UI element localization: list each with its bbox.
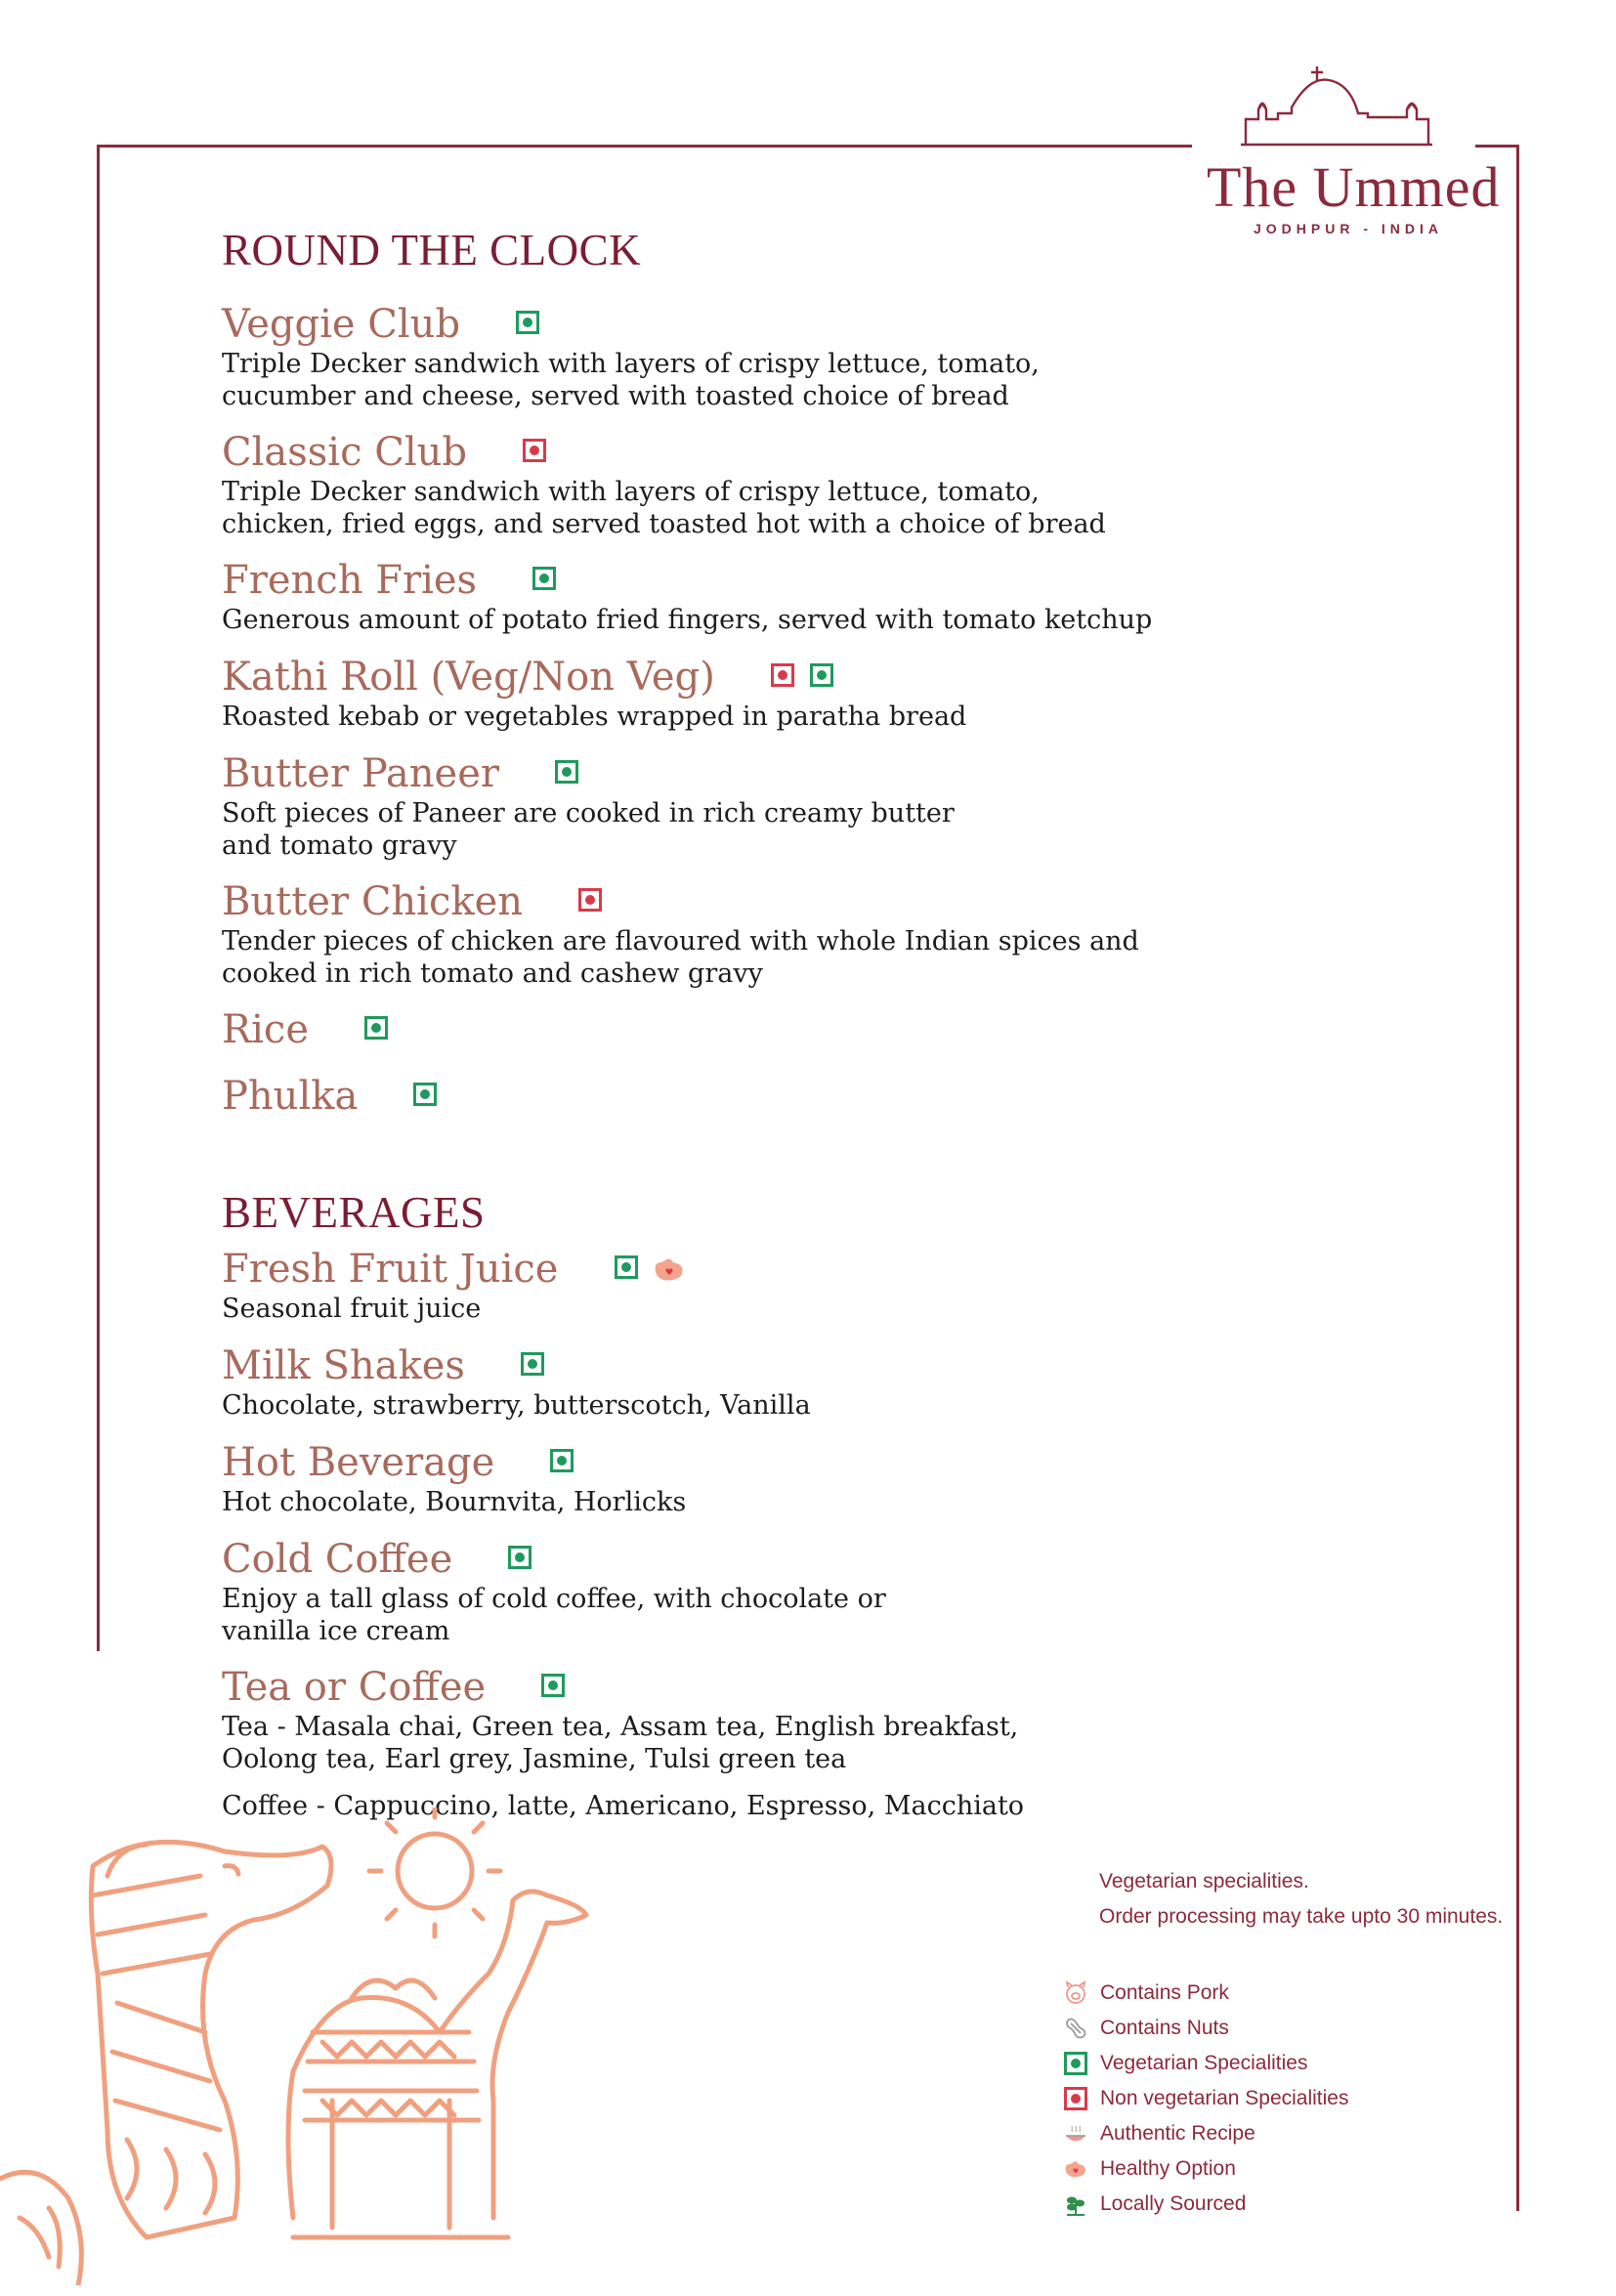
veg-marker-icon [1064, 2052, 1087, 2075]
pork-icon [1063, 1980, 1088, 2006]
nuts-icon [1063, 2016, 1088, 2041]
healthy-option-icon [652, 1254, 687, 1284]
item-name: Fresh Fruit Juice [222, 1247, 559, 1292]
menu-item-kathi-roll [222, 656, 1218, 733]
menu-item-milk-shakes [222, 1344, 1218, 1422]
item-name: Rice [222, 1007, 309, 1052]
item-description: Seasonal fruit juice [222, 1294, 482, 1324]
legend-row-healthy [1063, 2151, 1385, 2187]
item-description: Hot chocolate, Bournvita, Horlicks [222, 1487, 687, 1517]
menu-item-cold-coffee [222, 1538, 1218, 1647]
camel-illustration-icon [0, 1807, 606, 2285]
menu-item-tea-or-coffee [222, 1666, 1218, 1822]
item-name: French Fries [222, 558, 478, 603]
veg-marker-icon [550, 1449, 574, 1472]
veg-marker-icon [508, 1546, 532, 1569]
item-name: Veggie Club [222, 302, 461, 347]
legend-row-veg [1063, 2046, 1385, 2081]
item-description: Tender pieces of chicken are flavoured with whole Indian spices and cooked in rich tomato and cashew gravy [222, 926, 1139, 989]
item-name: Hot Beverage [222, 1440, 495, 1485]
nonveg-marker-icon [771, 663, 794, 687]
item-description: Tea - Masala chai, Green tea, Assam tea, English breakfast, Oolong tea, Earl grey, Jasmine, Tulsi green tea [222, 1712, 1019, 1774]
veg-marker-icon [615, 1255, 638, 1279]
veg-marker-icon [364, 1016, 388, 1040]
item-description: Soft pieces of Paneer are cooked in rich creamy butter and tomato gravy [222, 798, 955, 861]
item-name: Phulka [222, 1074, 359, 1119]
section-title-round-the-clock: ROUND THE CLOCK [222, 226, 642, 275]
item-name: Milk Shakes [222, 1343, 465, 1388]
veg-marker-icon [521, 1352, 544, 1376]
menu-item-rice [222, 1008, 1218, 1051]
item-name: Cold Coffee [222, 1537, 453, 1582]
legend [1063, 1976, 1385, 2222]
legend-row-authentic [1063, 2116, 1385, 2151]
item-description: Enjoy a tall glass of cold coffee, with chocolate or vanilla ice cream [222, 1584, 886, 1646]
brand-title: The Ummed [1207, 155, 1501, 219]
item-description-extra: Coffee - Cappuccino, latte, Americano, Espresso, Macchiato [222, 1791, 1025, 1821]
legend-label: Contains Nuts [1100, 2017, 1229, 2039]
menu-item-butter-chicken [222, 880, 1218, 990]
item-description: Triple Decker sandwich with layers of crispy lettuce, tomato, cucumber and cheese, served with toasted choice of bread [222, 349, 1040, 411]
legend-row-local [1063, 2187, 1385, 2222]
legend-label: Healthy Option [1100, 2157, 1236, 2180]
menu-item-veggie-club [222, 303, 1218, 412]
veg-marker-icon [413, 1083, 437, 1106]
item-description: Triple Decker sandwich with layers of crispy lettuce, tomato, chicken, fried eggs, and served toasted hot with a choice of bread [222, 477, 1106, 539]
item-description: Generous amount of potato fried fingers, served with tomato ketchup [222, 605, 1153, 635]
note-vegetarian: Vegetarian specialities. [1099, 1870, 1309, 1892]
legend-row-nonveg [1063, 2081, 1385, 2116]
legend-row-pork [1063, 1976, 1385, 2011]
menu-item-phulka [222, 1075, 1218, 1118]
menu-item-fresh-fruit-juice [222, 1248, 1218, 1325]
section-title-beverages: BEVERAGES [222, 1188, 486, 1237]
menu-item-hot-beverage [222, 1441, 1218, 1518]
authentic-recipe-icon [1063, 2121, 1088, 2147]
legend-label: Non vegetarian Specialities [1100, 2087, 1349, 2109]
veg-marker-icon [810, 663, 833, 687]
item-description: Chocolate, strawberry, butterscotch, Vanilla [222, 1390, 811, 1421]
legend-label: Authentic Recipe [1100, 2122, 1255, 2145]
legend-label: Locally Sourced [1100, 2192, 1247, 2215]
nonveg-marker-icon [1064, 2087, 1087, 2110]
menu-item-classic-club [222, 431, 1218, 540]
item-description: Roasted kebab or vegetables wrapped in paratha bread [222, 702, 967, 732]
locally-sourced-icon [1063, 2191, 1088, 2217]
item-name: Tea or Coffee [222, 1665, 487, 1710]
item-name: Butter Chicken [222, 879, 524, 924]
legend-row-nuts [1063, 2011, 1385, 2046]
veg-marker-icon [555, 760, 578, 784]
veg-marker-icon [516, 311, 539, 334]
healthy-option-icon [1063, 2156, 1088, 2182]
menu-item-butter-paneer [222, 752, 1218, 862]
legend-label: Contains Pork [1100, 1981, 1229, 2004]
menu-item-french-fries [222, 559, 1218, 636]
nonveg-marker-icon [523, 439, 546, 462]
legend-label: Vegetarian Specialities [1100, 2052, 1308, 2074]
veg-marker-icon [541, 1674, 565, 1697]
nonveg-marker-icon [578, 888, 602, 912]
note-processing-time: Order processing may take upto 30 minutes. [1099, 1905, 1504, 1928]
item-name: Classic Club [222, 430, 467, 475]
item-name: Kathi Roll (Veg/Non Veg) [222, 655, 715, 700]
item-name: Butter Paneer [222, 751, 500, 796]
brand-subtitle: JODHPUR - INDIA [1253, 221, 1443, 236]
veg-marker-icon [532, 567, 556, 590]
